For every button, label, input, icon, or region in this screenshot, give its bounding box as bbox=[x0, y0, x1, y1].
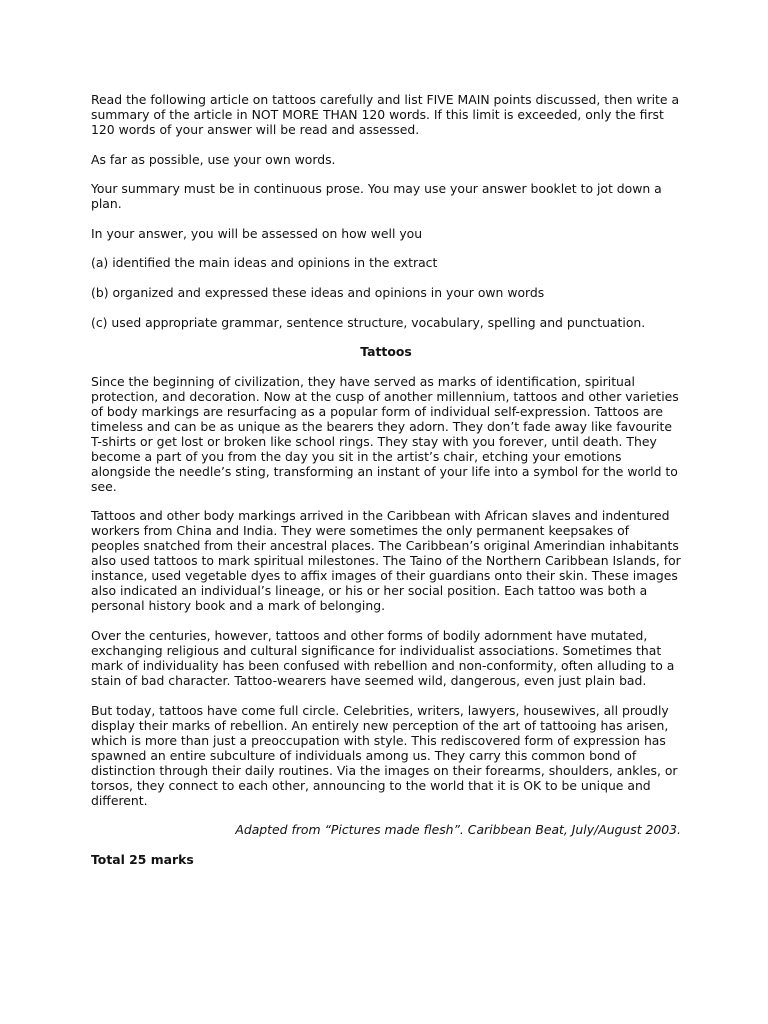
article-paragraph-4: But today, tattoos have come full circle. Celebrities, writers, lawyers, housewives, all proudly display their marks of rebellion. An entirely new perception of the art of tattooing has arisen, which is more than just a preoccupation with style. This rediscovered form of expression has spawned an entire subculture of individuals among us. They carry this common bond of distinction through their daily routines. Via the images on their forearms, shoulders, ankles, or torsos, they connect to each other, announcing to the world that it is OK to be unique and different. bbox=[91, 702, 678, 808]
criterion-b: (b) organized and expressed these ideas and opinions in your own words bbox=[91, 284, 545, 300]
instruction-prose: Your summary must be in continuous prose. You may use your answer booklet to jot down a plan. bbox=[91, 181, 662, 212]
article-paragraph-1: Since the beginning of civilization, they have served as marks of identification, spiritual protection, and decoration. Now at the cusp of another millennium, tattoos and other varieties of body markings are resurfacing as a popular form of individual self-expression. Tattoos are timeless and can be as unique as the bearers they adorn. They don’t fade away like favourite T-shirts or get lost or broken like school rings. They stay with you forever, until death. They become a part of you from the day you sit in the artist’s chair, etching your emotions alongside the needle’s sting, transforming an instant of your life into a symbol for the world to see. bbox=[91, 373, 679, 494]
document-page bbox=[91, 92, 681, 881]
instruction-assessment: In your answer, you will be assessed on how well you bbox=[91, 225, 423, 241]
criterion-c: (c) used appropriate grammar, sentence structure, vocabulary, spelling and punctuation. bbox=[91, 314, 646, 330]
article-paragraph-3: Over the centuries, however, tattoos and other forms of bodily adornment have mutated, exchanging religious and cultural significance for individualist associations. Sometimes that mark of individuality has been confused with rebellion and non-conformity, often alluding to a stain of bad character. Tattoo-wearers have seemed wild, dangerous, even just plain bad. bbox=[91, 627, 675, 688]
instruction-main: Read the following article on tattoos carefully and list FIVE MAIN points discussed, then write a summary of the article in NOT MORE THAN 120 words. If this limit is exceeded, only the first 120 words of your answer will be read and assessed. bbox=[91, 92, 680, 137]
article-title: Tattoos bbox=[360, 344, 412, 360]
article-source: Adapted from “Pictures made flesh”. Caribbean Beat, July/August 2003. bbox=[235, 822, 681, 838]
instruction-own-words: As far as possible, use your own words. bbox=[91, 151, 336, 167]
article-paragraph-2: Tattoos and other body markings arrived in the Caribbean with African slaves and indentured workers from China and India. They were sometimes the only permanent keepsakes of peoples snatched from their ancestral places. The Caribbean’s original Amerindian inhabitants also used tattoos to mark spiritual milestones. The Taino of the Northern Caribbean Islands, for instance, used vegetable dyes to affix images of their guardians onto their skin. These images also indicated an individual’s lineage, or his or her social position. Each tattoo was both a personal history book and a mark of belonging. bbox=[91, 508, 681, 614]
total-marks: Total 25 marks bbox=[91, 851, 194, 867]
criterion-a: (a) identified the main ideas and opinions in the extract bbox=[91, 255, 438, 271]
